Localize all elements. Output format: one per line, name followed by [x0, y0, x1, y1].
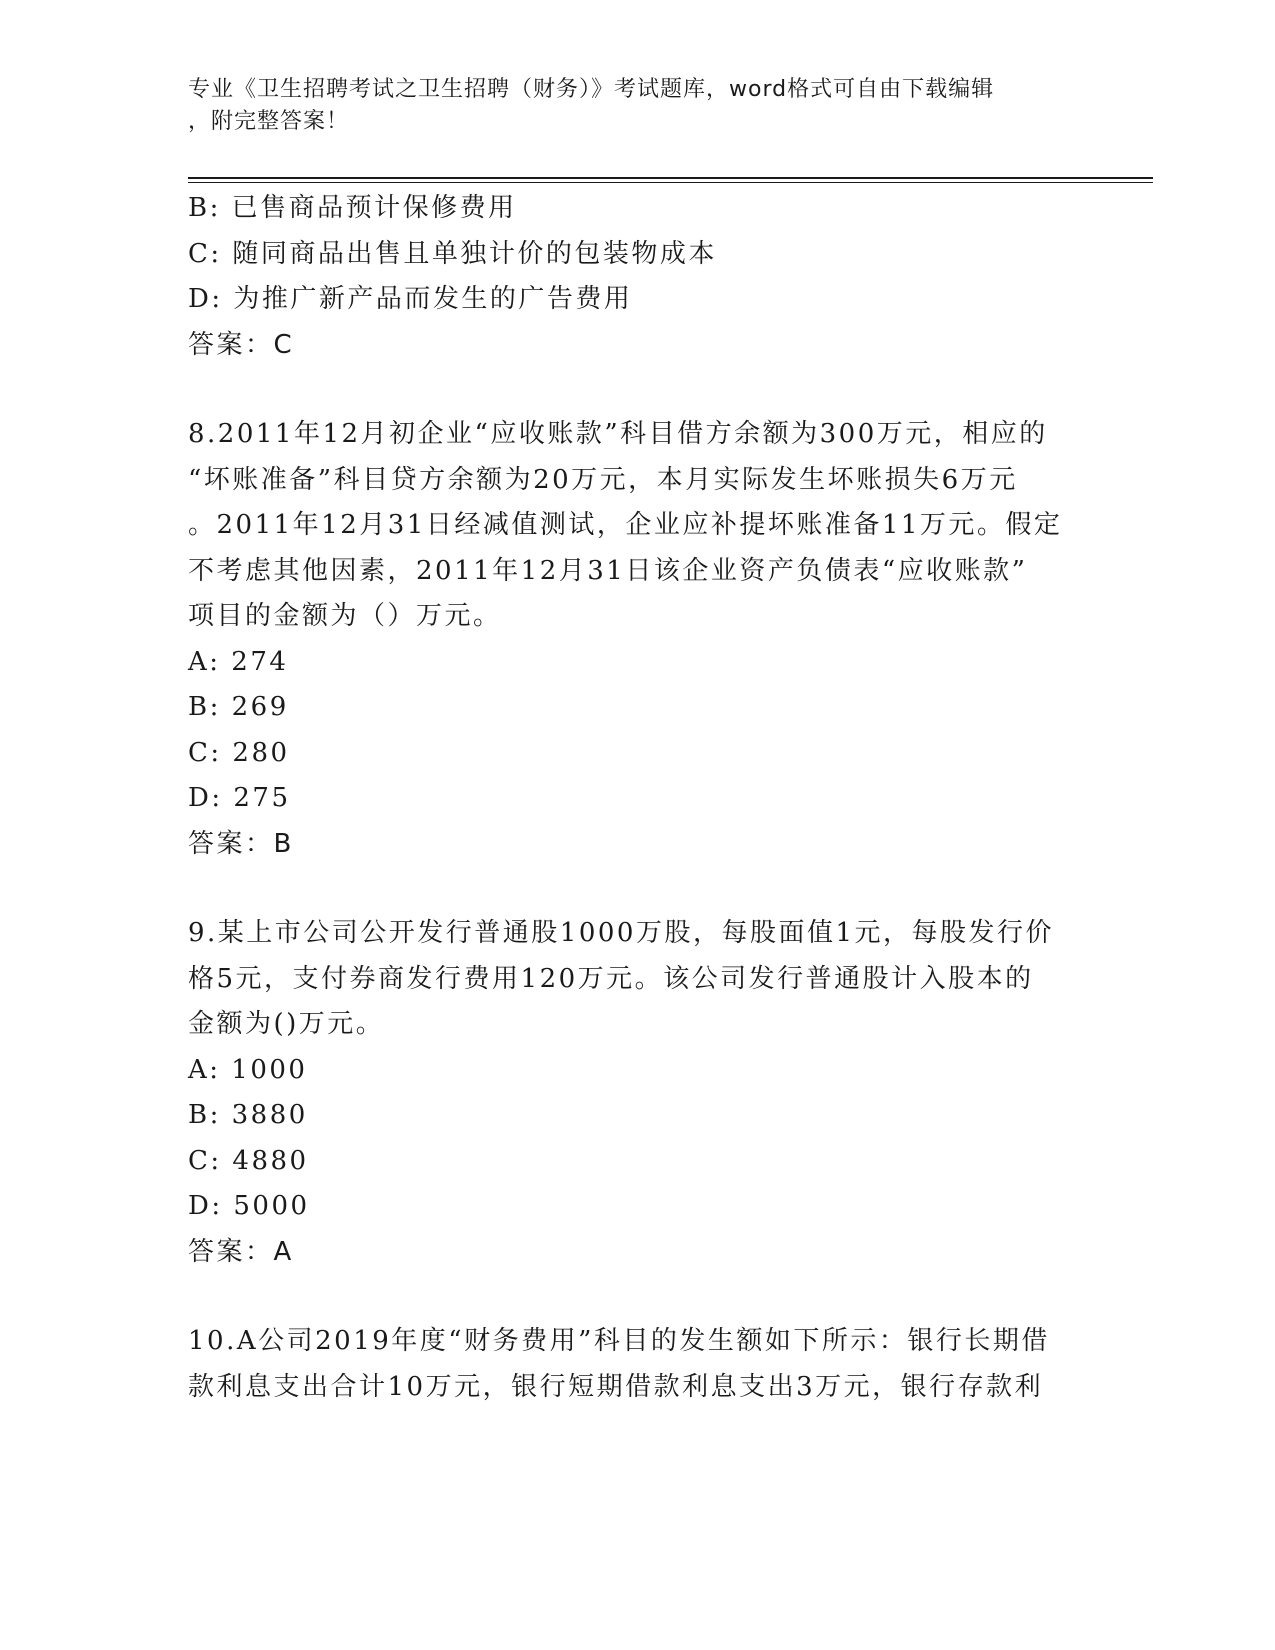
q10-stem-line: 款利息支出合计10万元，银行短期借款利息支出3万元，银行存款利	[188, 1371, 1044, 1402]
header-line-1: 专业《卫生招聘考试之卫生招聘（财务）》考试题库，word格式可自由下载编辑	[188, 77, 995, 102]
question-8	[188, 412, 1088, 867]
question-10	[188, 1319, 1088, 1410]
q8-option-b: B: 269	[188, 692, 289, 722]
question-spacer	[188, 867, 1088, 911]
header-divider-thin	[188, 182, 1153, 183]
header-line-2: ，附完整答案！	[188, 109, 350, 134]
q8-stem-line: 项目的金额为（）万元。	[188, 601, 502, 631]
question-spacer	[188, 368, 1088, 412]
q10-stem-line: 10.A公司2019年度“财务费用”科目的发生额如下所示：银行长期借	[188, 1326, 1050, 1356]
q7-option-c: C: 随同商品出售且单独计价的包装物成本	[188, 238, 717, 269]
q8-option-c: C: 280	[188, 737, 290, 768]
q9-option-c: C: 4880	[188, 1145, 309, 1176]
q8-answer: 答案：B	[188, 828, 294, 859]
q9-stem-line: 金额为()万元。	[188, 1009, 385, 1039]
q8-option-a: A: 274	[188, 646, 289, 677]
q9-answer: 答案：A	[188, 1236, 294, 1267]
q9-stem-line: 9.某上市公司公开发行普通股1000万股，每股面值1元，每股发行价	[188, 918, 1055, 948]
q9-option-a: A: 1000	[188, 1054, 308, 1085]
question-9	[188, 911, 1088, 1275]
question-spacer	[188, 1275, 1088, 1319]
q8-stem-line: 。2011年12月31日经减值测试，企业应补提坏账准备11万元。假定	[188, 510, 1063, 540]
q8-stem-line: 8.2011年12月初企业“应收账款”科目借方余额为300万元，相应的	[188, 419, 1048, 449]
document-header	[188, 74, 1078, 138]
q8-option-d: D: 275	[188, 783, 291, 813]
q8-stem-line: “坏账准备”科目贷方余额为20万元，本月实际发生坏账损失6万元	[188, 464, 1018, 495]
q7-option-d: D: 为推广新产品而发生的广告费用	[188, 284, 633, 314]
q9-stem-line: 格5元，支付券商发行费用120万元。该公司发行普通股计入股本的	[188, 963, 1034, 994]
q9-option-b: B: 3880	[188, 1100, 308, 1130]
q7-answer: 答案：C	[188, 329, 295, 360]
q7-option-b: B: 已售商品预计保修费用	[188, 193, 517, 223]
header-divider-thick	[188, 177, 1153, 179]
question-7	[188, 186, 1088, 368]
q8-stem-line: 不考虑其他因素，2011年12月31日该企业资产负债表“应收账款”	[188, 555, 1028, 586]
q9-option-d: D: 5000	[188, 1191, 310, 1221]
question-content	[188, 186, 1088, 1410]
